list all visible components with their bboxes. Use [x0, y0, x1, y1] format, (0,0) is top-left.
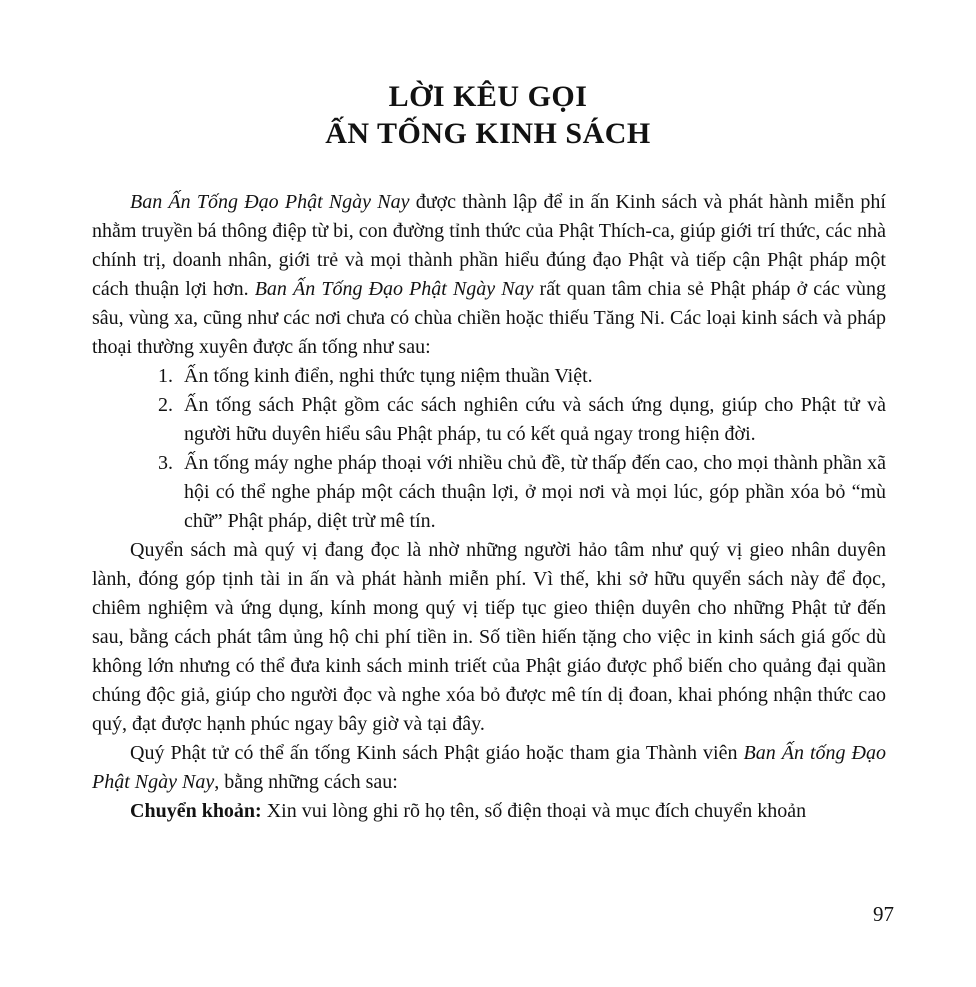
page-title [0, 78, 976, 152]
text-segment: Ấn tống sách Phật gồm các sách nghiên cứu và sách ứng dụng, giúp cho Phật tử và người hữu duyên hiểu sâu Phật pháp, tu có kết quả ngay trong hiện đời. [184, 394, 886, 445]
paragraph [92, 797, 886, 826]
text-segment: Ấn tống máy nghe pháp thoại với nhiều chủ đề, từ thấp đến cao, cho mọi thành phần xã hội có thể nghe pháp một cách thuận lợi, ở mọi nơi và mọi lúc, góp phần xóa bỏ “mù chữ” Phật pháp, diệt trừ mê tín. [184, 452, 886, 532]
list-item [178, 362, 886, 391]
page-number: 97 [873, 902, 894, 926]
page-title-line-1: LỜI KÊU GỌI [388, 80, 588, 113]
text-segment: Xin vui lòng ghi rõ họ tên, số điện thoại và mục đích chuyển khoản [261, 800, 807, 822]
text-segment: , bằng những cách sau: [214, 771, 398, 793]
text-segment: Quý Phật tử có thể ấn tống Kinh sách Phật giáo hoặc tham gia Thành viên [130, 742, 744, 764]
paragraph [92, 188, 886, 362]
text-segment: Ban Ấn Tống Đạo Phật Ngày Nay [130, 191, 410, 213]
document-body [92, 188, 886, 826]
text-segment: Quyển sách mà quý vị đang đọc là nhờ những người hảo tâm như quý vị gieo nhân duyên lành, đóng góp tịnh tài in ấn và phát hành miễn phí. Vì thế, khi sở hữu quyển sách này để đọc, chiêm nghiệm và ứng dụng, kính mong quý vị tiếp tục gieo thiện duyên cho những Phật tử đến sau, bằng cách phát tâm ủng hộ chi phí tiền in. Số tiền hiến tặng cho việc in kinh sách giá gốc dù không lớn nhưng có thể đưa kinh sách minh triết của Phật giáo được phổ biến cho quảng đại quần chúng độc giả, giúp cho người đọc và nghe xóa bỏ được mê tín dị đoan, khai phóng nhận thức cao quý, đạt được hạnh phúc ngay bây giờ và tại đây. [92, 539, 886, 735]
text-segment: được thành lập để in ấn Kinh sách và phát hành miễn phí nhằm truyền bá thông điệp từ bi, con đường tỉnh thức của Phật Thích-ca, giúp giới trí thức, các nhà chính trị, doanh nhân, giới trẻ và mọi thành phần hiểu đúng đạo Phật và tiếp cận Phật pháp một cách thuận lợi hơn. [92, 191, 886, 300]
text-segment: Ban Ấn tống Đạo Phật Ngày Nay [92, 742, 887, 793]
text-segment: Chuyển khoản: [130, 800, 262, 822]
list-item [178, 391, 886, 449]
text-segment: Ấn tống kinh điển, nghi thức tụng niệm thuần Việt. [184, 365, 593, 387]
ordered-list [92, 362, 886, 536]
page-title-line-2: ẤN TỐNG KINH SÁCH [325, 117, 651, 150]
list-item [178, 449, 886, 536]
text-segment: rất quan tâm chia sẻ Phật pháp ở các vùng sâu, vùng xa, cũng như các nơi chưa có chùa chiền hoặc thiếu Tăng Ni. Các loại kinh sách và pháp thoại thường xuyên được ấn tống như sau: [92, 278, 886, 358]
paragraph [92, 536, 886, 739]
text-segment: Ban Ấn Tống Đạo Phật Ngày Nay [254, 278, 534, 300]
paragraph [92, 739, 886, 797]
